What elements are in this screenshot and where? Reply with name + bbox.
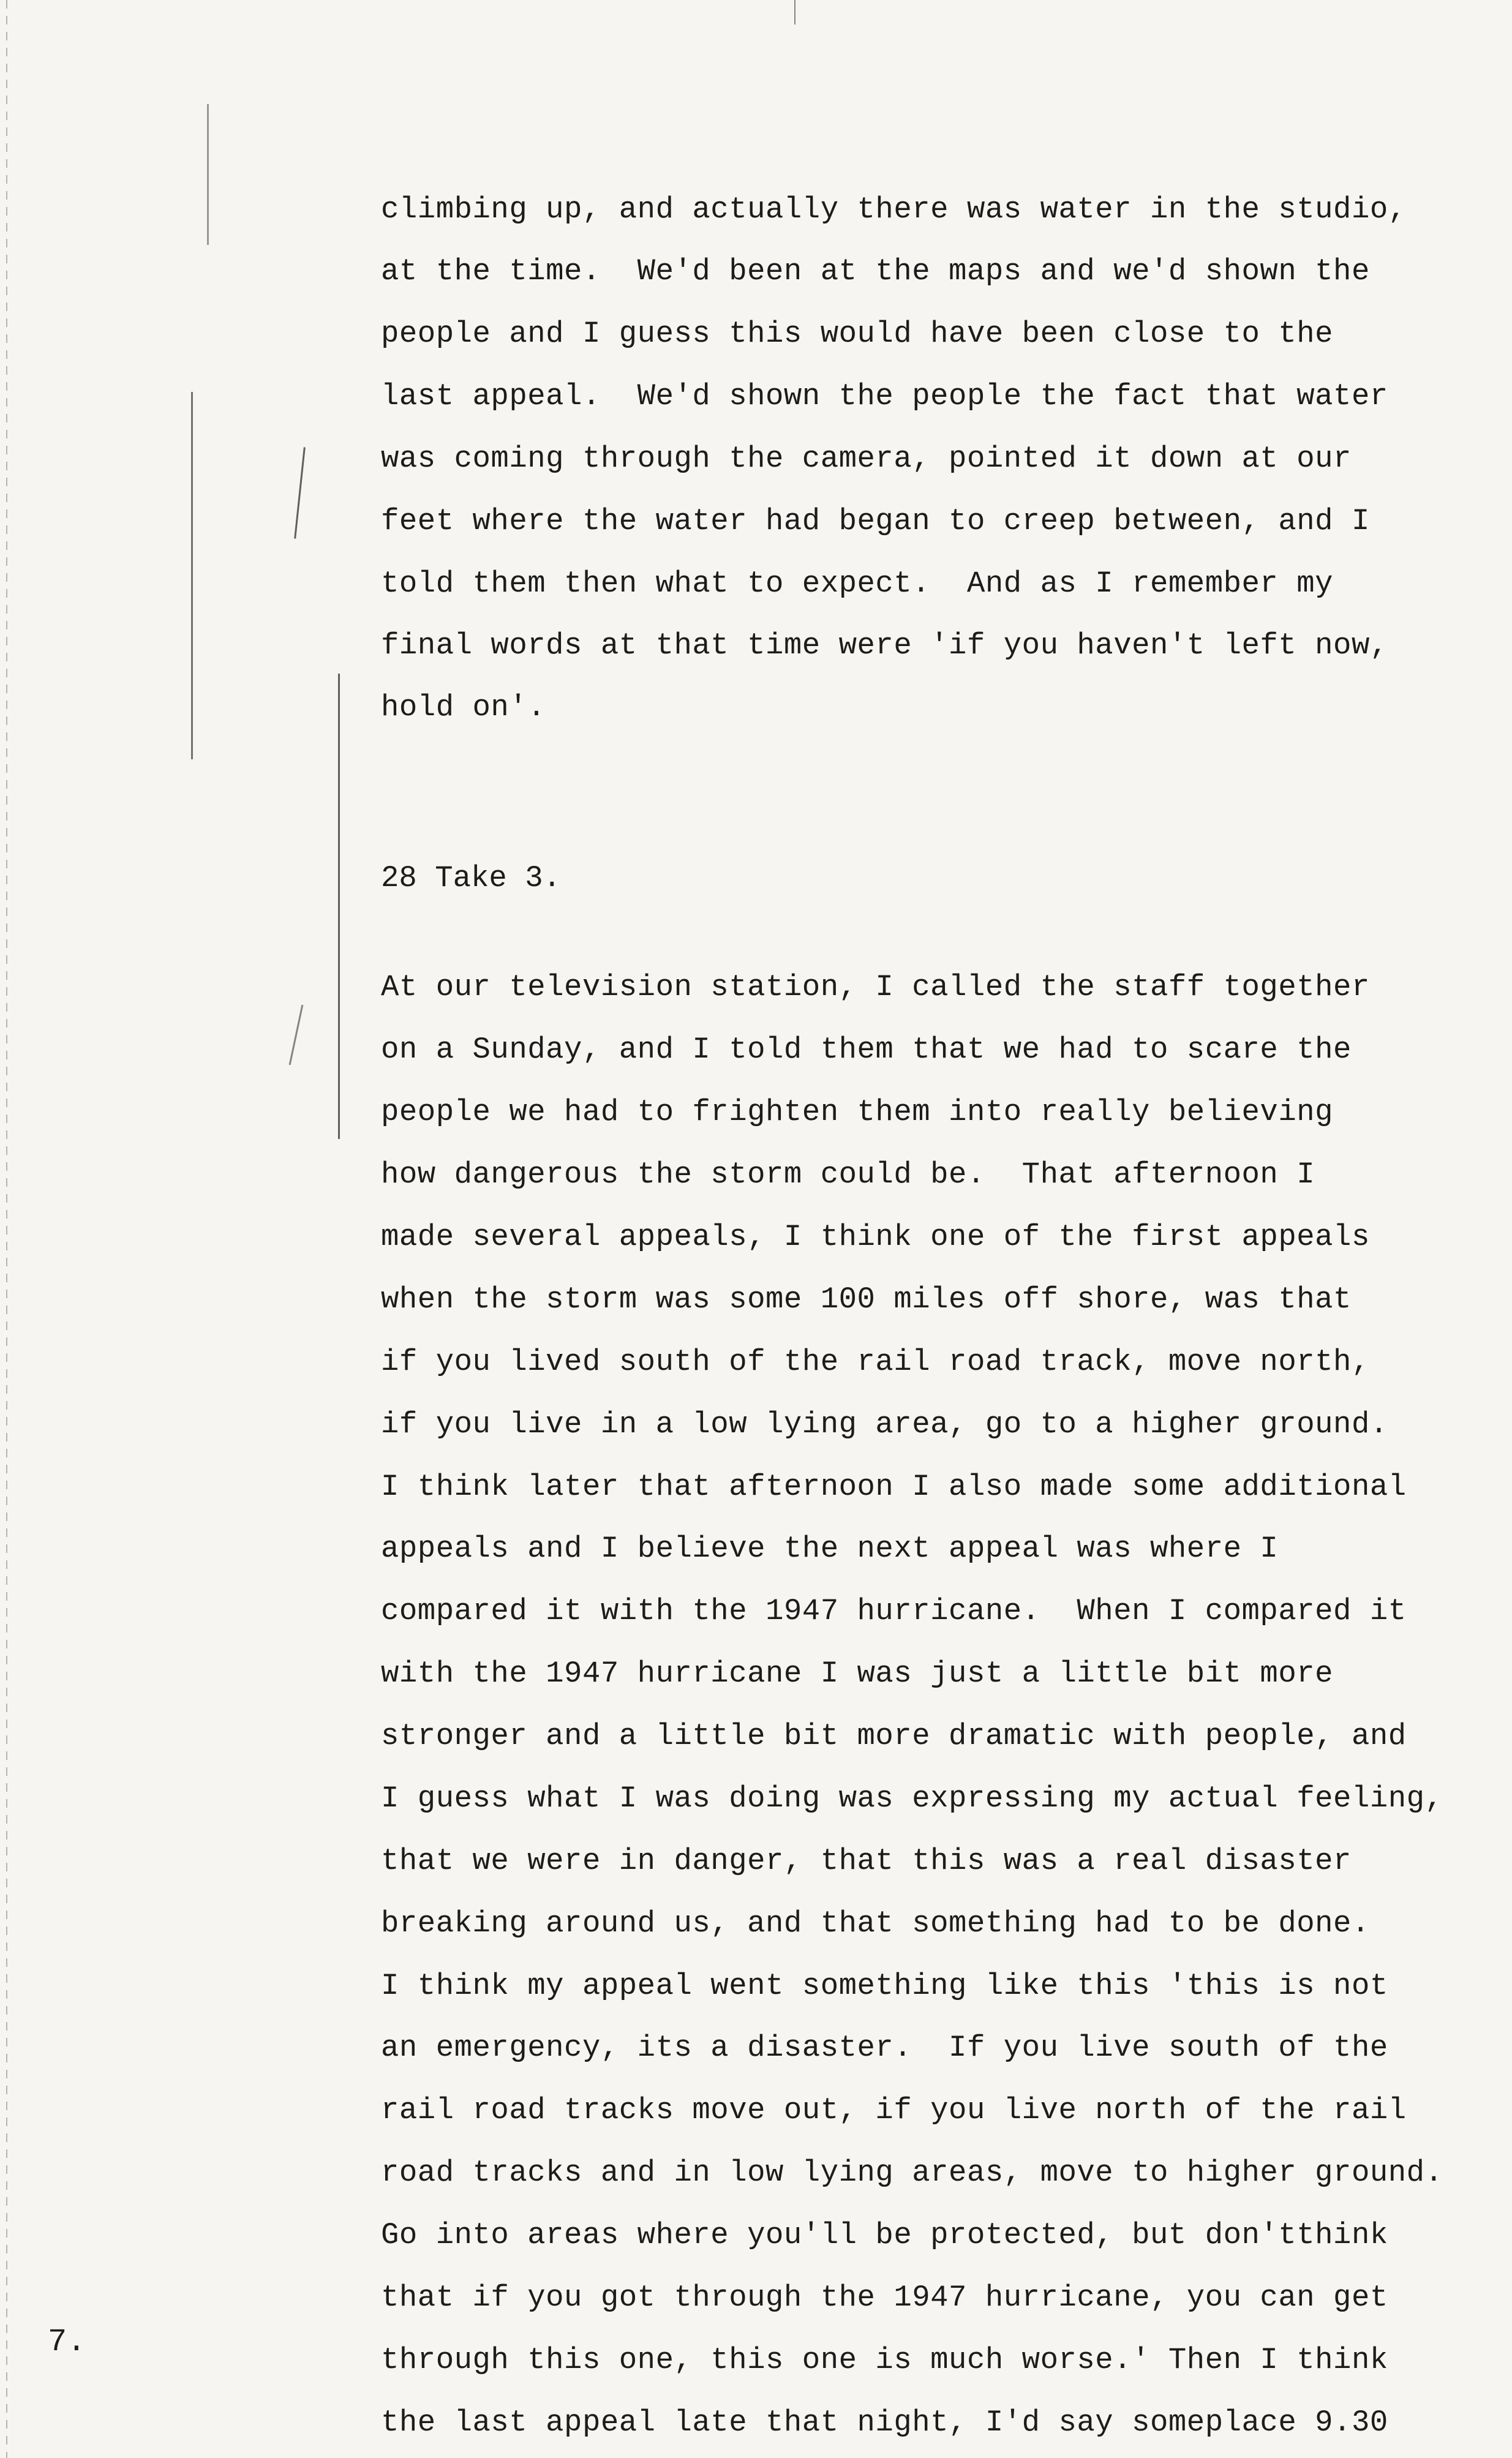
margin-mark	[191, 392, 193, 759]
text-line: on a Sunday, and I told them that we had to scare the	[381, 1032, 1352, 1067]
text-line: compared it with the 1947 hurricane. When I compared it	[381, 1594, 1407, 1628]
margin-mark	[794, 0, 795, 24]
text-line: if you lived south of the rail road track, move north,	[381, 1345, 1370, 1379]
text-line: last appeal. We'd shown the people the fact that water	[381, 379, 1388, 413]
text-line: I guess what I was doing was expressing my actual feeling,	[381, 1781, 1443, 1816]
text-line: I think my appeal went something like this 'this is not	[381, 1969, 1388, 2003]
text-line: Go into areas where you'll be protected, but don'tthink	[381, 2218, 1388, 2252]
text-line: stronger and a little bit more dramatic with people, and	[381, 1719, 1407, 1753]
text-line: hold on'.	[381, 690, 546, 724]
section-heading: 28 Take 3.	[381, 861, 562, 895]
text-line: when the storm was some 100 miles off shore, was that	[381, 1282, 1352, 1317]
text-line: if you live in a low lying area, go to a higher ground.	[381, 1407, 1388, 1441]
text-line: people and I guess this would have been close to the	[381, 317, 1334, 351]
text-line: that if you got through the 1947 hurricane, you can get	[381, 2280, 1388, 2315]
text-line: people we had to frighten them into really believing	[381, 1095, 1334, 1129]
text-line: rail road tracks move out, if you live north of the rail	[381, 2093, 1407, 2127]
page-number: 7.	[48, 2324, 86, 2360]
text-line: feet where the water had began to creep between, and I	[381, 504, 1370, 538]
text-line: final words at that time were 'if you haven't left now,	[381, 628, 1388, 663]
text-line: was coming through the camera, pointed it down at our	[381, 442, 1352, 476]
text-line: an emergency, its a disaster. If you live south of the	[381, 2031, 1388, 2065]
text-line: that we were in danger, that this was a real disaster	[381, 1844, 1352, 1878]
margin-mark	[207, 104, 209, 245]
margin-mark	[289, 1005, 304, 1065]
text-line: At our television station, I called the staff together	[381, 970, 1370, 1004]
text-line: breaking around us, and that something had to be done.	[381, 1906, 1370, 1941]
text-line: climbing up, and actually there was water in the studio,	[381, 192, 1407, 227]
text-line: with the 1947 hurricane I was just a little bit more	[381, 1656, 1334, 1691]
text-line: through this one, this one is much worse.' Then I think	[381, 2343, 1388, 2377]
text-line: I think later that afternoon I also made some additional	[381, 1470, 1407, 1504]
margin-mark	[294, 447, 306, 538]
text-line: the last appeal late that night, I'd say someplace 9.30	[381, 2405, 1388, 2440]
text-line: at the time. We'd been at the maps and we'd shown the	[381, 254, 1370, 288]
text-line: how dangerous the storm could be. That afternoon I	[381, 1157, 1315, 1192]
scan-edge-artifact	[6, 0, 7, 2458]
text-line: road tracks and in low lying areas, move to higher ground.	[381, 2155, 1443, 2190]
text-line: appeals and I believe the next appeal was where I	[381, 1532, 1279, 1566]
text-line: told them then what to expect. And as I remember my	[381, 566, 1334, 601]
text-line: made several appeals, I think one of the first appeals	[381, 1220, 1370, 1254]
margin-mark	[338, 674, 340, 1139]
